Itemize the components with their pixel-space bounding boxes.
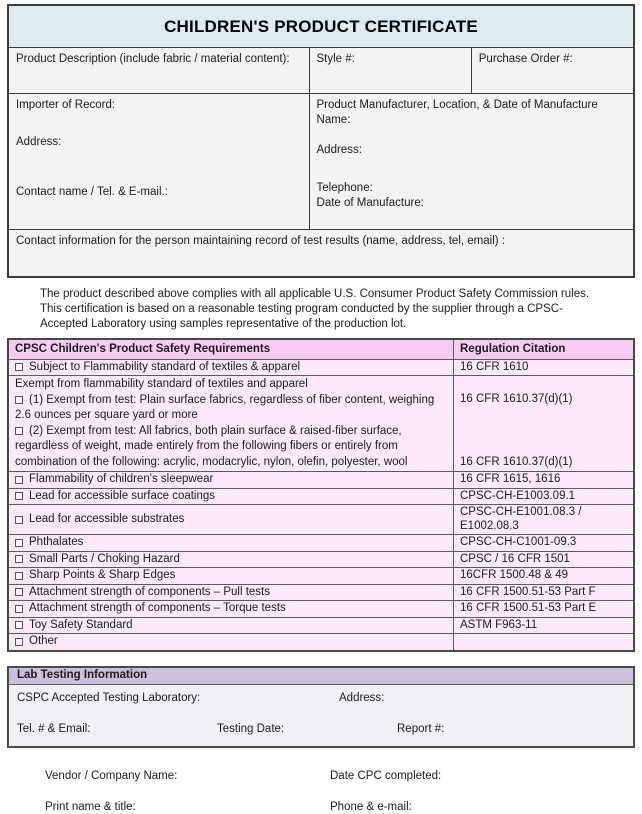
citation-header-cell: Regulation Citation	[453, 340, 633, 359]
style-number-field[interactable]	[309, 48, 471, 93]
row-checkbox[interactable]	[15, 427, 23, 435]
table-row	[9, 359, 633, 376]
page-title: CHILDREN'S PRODUCT CERTIFICATE	[9, 6, 633, 47]
records-contact-label: Contact information for the person maintaining record of test results (name, address, tel, email) :	[16, 235, 505, 247]
product-info-row	[9, 47, 633, 93]
requirements-table-header	[9, 340, 633, 359]
importer-contact-label: Contact name / Tel. & E-mail.:	[16, 186, 168, 198]
citation-cell: 16 CFR 1615, 1616	[453, 472, 633, 488]
table-row-exemptions	[9, 375, 633, 471]
citation-cell: 16CFR 1500.48 & 49	[453, 568, 633, 584]
importer-address-label: Address:	[16, 136, 62, 148]
header-form	[7, 4, 635, 278]
exemption-item-2: (2) Exempt from test: All fabrics, both plain surface & raised-fiber surface, regardless of weight, made entirely from the following fibers or entirely from combination of the following: acrylic, modacrylic, nylon, olefin, polyester, wool	[15, 424, 408, 468]
table-row	[9, 584, 633, 601]
records-contact-field[interactable]	[9, 230, 633, 276]
citation-cell: 16 CFR 1500.51-53 Part F	[453, 585, 633, 601]
citation-cell	[453, 634, 633, 650]
requirements-header-cell: CPSC Children's Product Safety Requirements	[15, 342, 271, 355]
exemption-intro: Exempt from flammability standard of textiles and apparel	[15, 378, 308, 390]
requirement-label: Small Parts / Choking Hazard	[29, 552, 180, 565]
row-checkbox[interactable]	[15, 555, 23, 563]
requirement-label: Toy Safety Standard	[29, 618, 133, 631]
table-row	[9, 551, 633, 568]
compliance-statement: The product described above complies with all applicable U.S. Consumer Product Safety Commission rules. This certification is based on a reasonable testing program conducted by the supplier through a CPSC-Accepted Laboratory using samples representative of the production lot.	[40, 288, 590, 330]
citation-cell: CPSC-CH-E1003.09.1	[453, 489, 633, 505]
manufacturer-telephone-label: Telephone:	[316, 182, 373, 194]
print-name-field[interactable]: Print name & title:	[45, 801, 136, 813]
exemption-item-1: (1) Exempt from test: Plain surface fabrics, regardless of fiber content, weighing 2.6 ounces per square yard or more	[15, 393, 435, 421]
row-checkbox[interactable]	[15, 363, 23, 371]
row-checkbox[interactable]	[15, 588, 23, 596]
requirement-label: Lead for accessible surface coatings	[29, 489, 216, 502]
signature-section	[7, 769, 635, 814]
table-row	[9, 600, 633, 617]
row-checkbox[interactable]	[15, 516, 23, 524]
exemption-citation-cell	[453, 376, 633, 471]
requirement-label: Attachment strength of components – Torque tests	[29, 602, 286, 614]
row-checkbox[interactable]	[15, 476, 23, 484]
requirement-label: Lead for accessible substrates	[29, 512, 185, 525]
table-row	[9, 488, 633, 505]
requirement-label: Sharp Points & Sharp Edges	[29, 569, 176, 581]
row-checkbox[interactable]	[15, 396, 23, 404]
row-checkbox[interactable]	[15, 572, 23, 580]
citation-cell: 16 CFR 1500.51-53 Part E	[453, 601, 633, 617]
testing-date-field[interactable]: Testing Date:	[217, 723, 285, 735]
citation-cell: CPSC-CH-E1001.08.3 / E1002.08.3	[453, 505, 633, 534]
date-completed-field[interactable]: Date CPC completed:	[330, 770, 442, 782]
row-checkbox[interactable]	[15, 621, 23, 629]
requirement-label: Subject to Flammability standard of textiles & apparel	[29, 360, 301, 373]
row-checkbox[interactable]	[15, 638, 23, 646]
purchase-order-field[interactable]	[471, 48, 633, 93]
citation-cell: 16 CFR 1610.37(d)(1)	[460, 456, 573, 468]
product-description-label: Product Description (include fabric / material content):	[16, 53, 290, 65]
row-checkbox[interactable]	[15, 605, 23, 613]
row-checkbox[interactable]	[15, 539, 23, 547]
manufacturer-label: Product Manufacturer, Location, & Date of Manufacture	[316, 99, 598, 111]
requirement-label: Attachment strength of components – Pull tests	[29, 585, 270, 598]
manufacturer-field[interactable]	[309, 94, 633, 229]
lab-testing-section	[7, 666, 635, 749]
importer-field[interactable]	[9, 94, 309, 229]
requirement-label: Flammability of children's sleepwear	[29, 473, 214, 485]
citation-cell: 16 CFR 1610.37(d)(1)	[460, 393, 573, 405]
table-row	[9, 633, 633, 650]
report-number-field[interactable]: Report #:	[397, 723, 445, 735]
style-number-label: Style #:	[316, 53, 355, 65]
table-row	[9, 567, 633, 584]
purchase-order-label: Purchase Order #:	[478, 53, 573, 65]
records-contact-row	[9, 229, 633, 276]
table-row	[9, 534, 633, 551]
requirements-table	[7, 338, 635, 652]
table-row	[9, 504, 633, 534]
manufacturer-name-label: Name:	[316, 114, 351, 126]
manufacturer-address-label: Address:	[316, 144, 362, 156]
importer-label: Importer of Record:	[16, 99, 116, 111]
product-description-field[interactable]	[9, 48, 309, 93]
lab-section-body	[9, 685, 633, 746]
lab-tel-email-field[interactable]: Tel. # & Email:	[17, 723, 91, 735]
citation-cell: CPSC-CH-C1001-09.3	[453, 535, 633, 551]
requirement-label: Phthalates	[29, 536, 84, 548]
lab-name-field[interactable]: CSPC Accepted Testing Laboratory:	[17, 692, 201, 704]
row-checkbox[interactable]	[15, 492, 23, 500]
parties-row	[9, 93, 633, 229]
lab-section-header: Lab Testing Information	[9, 668, 633, 686]
phone-email-field[interactable]: Phone & e-mail:	[330, 801, 412, 813]
exemption-label-cell	[9, 376, 453, 471]
requirement-label: Other	[29, 635, 58, 647]
table-row	[9, 471, 633, 488]
table-row	[9, 617, 633, 634]
citation-cell: CPSC / 16 CFR 1501	[453, 552, 633, 568]
citation-cell: 16 CFR 1610	[453, 360, 633, 376]
manufacture-date-label: Date of Manufacture:	[316, 197, 424, 209]
vendor-name-field[interactable]: Vendor / Company Name:	[45, 770, 178, 782]
lab-address-field[interactable]: Address:	[339, 692, 385, 704]
citation-cell: ASTM F963-11	[453, 618, 633, 634]
